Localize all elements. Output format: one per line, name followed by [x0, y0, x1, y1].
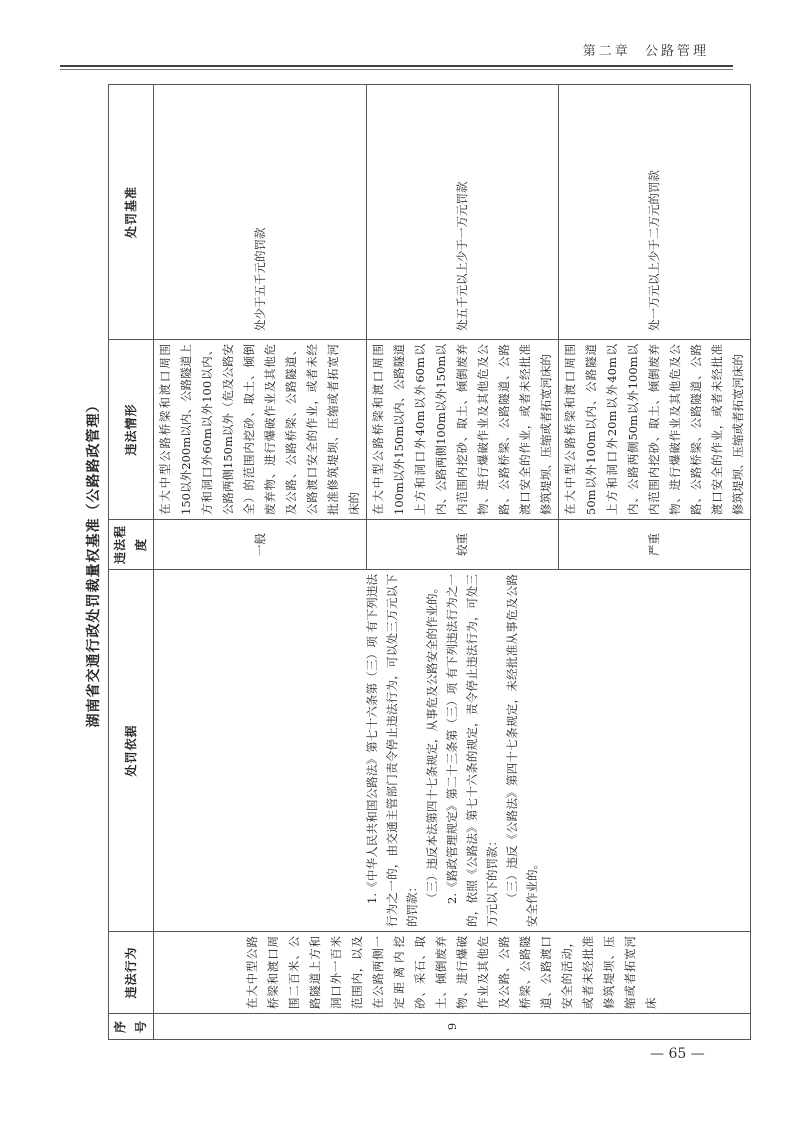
violation-act: 在大中型公路桥梁和渡口周围二百米、公路隧道上方和洞口外一百米范围内，以及在公路两侧一定距离内挖砂、采石、取土、倾倒废弃物、进行爆破作业及其他危及公路、公路桥梁、公路隧道、公路渡口安全的活动，或者未经批准修筑堤坝、压缩或者拓宽河床: [154, 932, 751, 1014]
table-row: [154, 85, 367, 1040]
header-degree: 违法程度: [109, 520, 154, 570]
header-rule: [60, 65, 733, 67]
degree-serious: 较重: [367, 520, 559, 570]
header-no: 序号: [109, 1014, 154, 1040]
situation-severe: 在大中型公路桥梁和渡口周围50m以外100m以内、公路隧道上方和洞口外20m以外40m以内、公路两侧50m以外100m以内范围内挖砂、取土、倾倒废弃物、进行爆破作业及其他危及公路、公路桥梁、公路隧道、公路渡口安全的作业，或者未经批准修筑堤坝、压缩或者拓宽河床的: [559, 340, 751, 520]
basis-paragraph: 2.《路政管理规定》第二十三条第（三）项 有下列违法行为之一的，依照《公路法》第七十六条的规定，责令停止违法行为，可处三万元以下的罚款：: [445, 574, 499, 927]
basis-paragraph: 1.《中华人民共和国公路法》第七十六条第（三）项 有下列违法行为之一的，由交通主管部门责令停止违法行为，可以处三万元以下的罚款：: [365, 574, 419, 927]
rotated-table-content: [80, 85, 745, 1040]
standard-general: 处少于五千元的罚款: [154, 85, 367, 340]
header-row: [109, 85, 154, 1040]
situation-general: 在大中型公路桥梁和渡口周围150以外200m以内、公路隧道上方和洞口外60m以外100以内、公路两侧150m以外（危及公路安全）的范围内挖砂、取土、倾倒废弃物、进行爆破作业及其他危及公路、公路桥梁、公路隧道、公路渡口安全的作业，或者未经批准修筑堤坝、压缩或者拓宽河床的: [154, 340, 367, 520]
situation-serious: 在大中型公路桥梁和渡口周围100m以外150m以内、公路隧道上方和洞口外40m以外60m以内、公路两侧100m以外150m以内范围内挖砂、取土、倾倒废弃物、进行爆破作业及其他危及公路、公路桥梁、公路隧道、公路渡口安全的作业，或者未经批准修筑堤坝、压缩或者拓宽河床的: [367, 340, 559, 520]
header-standard: 处罚基准: [109, 85, 154, 340]
basis-paragraph: （三）违反本法第四十七条规定，从事危及公路安全的作业的。: [425, 582, 439, 904]
chapter-label: 第二章: [582, 44, 631, 59]
degree-severe: 严重: [559, 520, 751, 570]
penalty-standard-table: [108, 84, 751, 1040]
chapter-title: 公路管理: [644, 44, 709, 59]
header-rule-thin: [60, 69, 733, 70]
header-basis: 处罚依据: [109, 570, 154, 932]
header-situation: 违法情形: [109, 340, 154, 520]
penalty-basis: [154, 570, 751, 932]
basis-paragraph: （三）违反《公路法》第四十七条规定，未经批准从事危及公路安全作业的。: [505, 574, 539, 927]
header-act: 违法行为: [109, 932, 154, 1014]
rotated-table-area: [80, 85, 745, 1040]
standard-severe: 处一万元以上少于二万元的罚款: [559, 85, 751, 340]
degree-general: 一般: [154, 520, 367, 570]
table-title: 湖南省交通行政处罚裁量权基准（公路路政管理）: [86, 397, 102, 728]
running-header: [583, 40, 709, 59]
row-number: 9: [154, 1014, 751, 1040]
standard-serious: 处五千元以上少于一万元罚款: [367, 85, 559, 340]
page-number: — 65 —: [650, 1046, 705, 1062]
